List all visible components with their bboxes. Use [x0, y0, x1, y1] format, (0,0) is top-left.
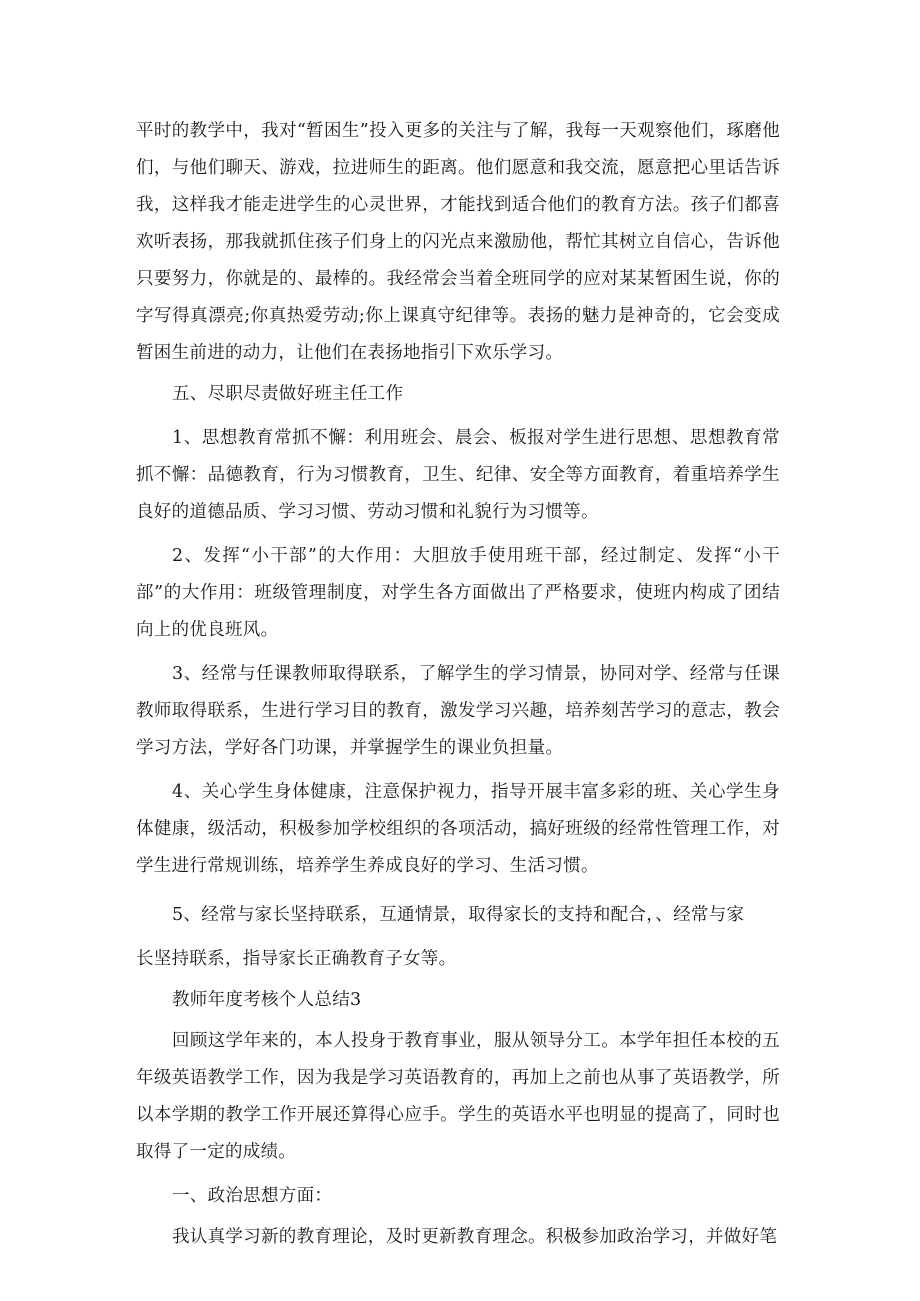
document-section-title: 教师年度考核个人总结3 [172, 990, 362, 1010]
paragraph-year-review: 回顾这学年来的，本人投身于教育事业，服从领导分工。本学年担任本校的五年级英语教学工作，因为我是学习英语教育的，再加上之前也从事了英语教学，所以本学期的教学工作开展还算得心应手。学生的英语水平也明显的提高了，同时也取得了一定的成绩。 [136, 1031, 780, 1162]
section-heading-class-teacher: 五、尽职尽责做好班主任工作 [172, 384, 404, 404]
list-item-teacher-contact: 3、经常与任课教师取得联系，了解学生的学习情景，协同对学、经常与任课教师取得联系，生进行学习目的教育，激发学习兴趣，培养刻苦学习的意志，教会学习方法，学好各门功课，并掌握学生的课业负担量。 [136, 664, 780, 758]
list-item-parent-contact-line2: 长坚持联系，指导家长正确教育子女等。 [136, 949, 457, 969]
list-item-student-health: 4、关心学生身体健康，注意保护视力，指导开展丰富多彩的班、关心学生身体健康，级活动，积极参加学校组织的各项活动，搞好班级的经常性管理工作，对学生进行常规训练，培养学生养成良好的学习、生活习惯。 [136, 782, 780, 876]
paragraph-praise-students: 平时的教学中，我对“暂困生”投入更多的关注与了解，我每一天观察他们，琢磨他们，与他们聊天、游戏，拉进师生的距离。他们愿意和我交流，愿意把心里话告诉我，这样我才能走进学生的心灵世界，才能找到适合他们的教育方法。孩子们都喜欢听表扬，那我就抓住孩子们身上的闪光点来激励他，帮忙其树立自信心，告诉他只要努力，你就是的、最棒的。我经常会当着全班同学的应对某某暂困生说，你的字写得真漂亮;你真热爱劳动;你上课真守纪律等。表扬的魅力是神奇的，它会变成暂困生前进的动力，让他们在表扬地指引下欢乐学习。 [136, 121, 780, 363]
list-item-parent-contact-line1: 5、经常与家长坚持联系，互通情景，取得家长的支持和配合，、经常与家 [172, 905, 745, 925]
list-item-student-cadres: 2、发挥“小干部”的大作用：大胆放手使用班干部，经过制定、发挥“小干部”的大作用：班级管理制度，对学生各方面做出了严格要求，使班内构成了团结向上的优良班风。 [136, 546, 780, 640]
section-heading-political: 一、政治思想方面： [172, 1186, 333, 1206]
paragraph-political-study: 我认真学习新的教育理论，及时更新教育理念。积极参加政治学习，并做好笔 [172, 1227, 778, 1247]
document-page [136, 113, 780, 1256]
list-item-ideological-education: 1、思想教育常抓不懈：利用班会、晨会、板报对学生进行思想、思想教育常抓不懈：品德教育，行为习惯教育，卫生、纪律、安全等方面教育，着重培养学生良好的道德品质、学习习惯、劳动习惯和礼貌行为习惯等。 [136, 428, 780, 522]
